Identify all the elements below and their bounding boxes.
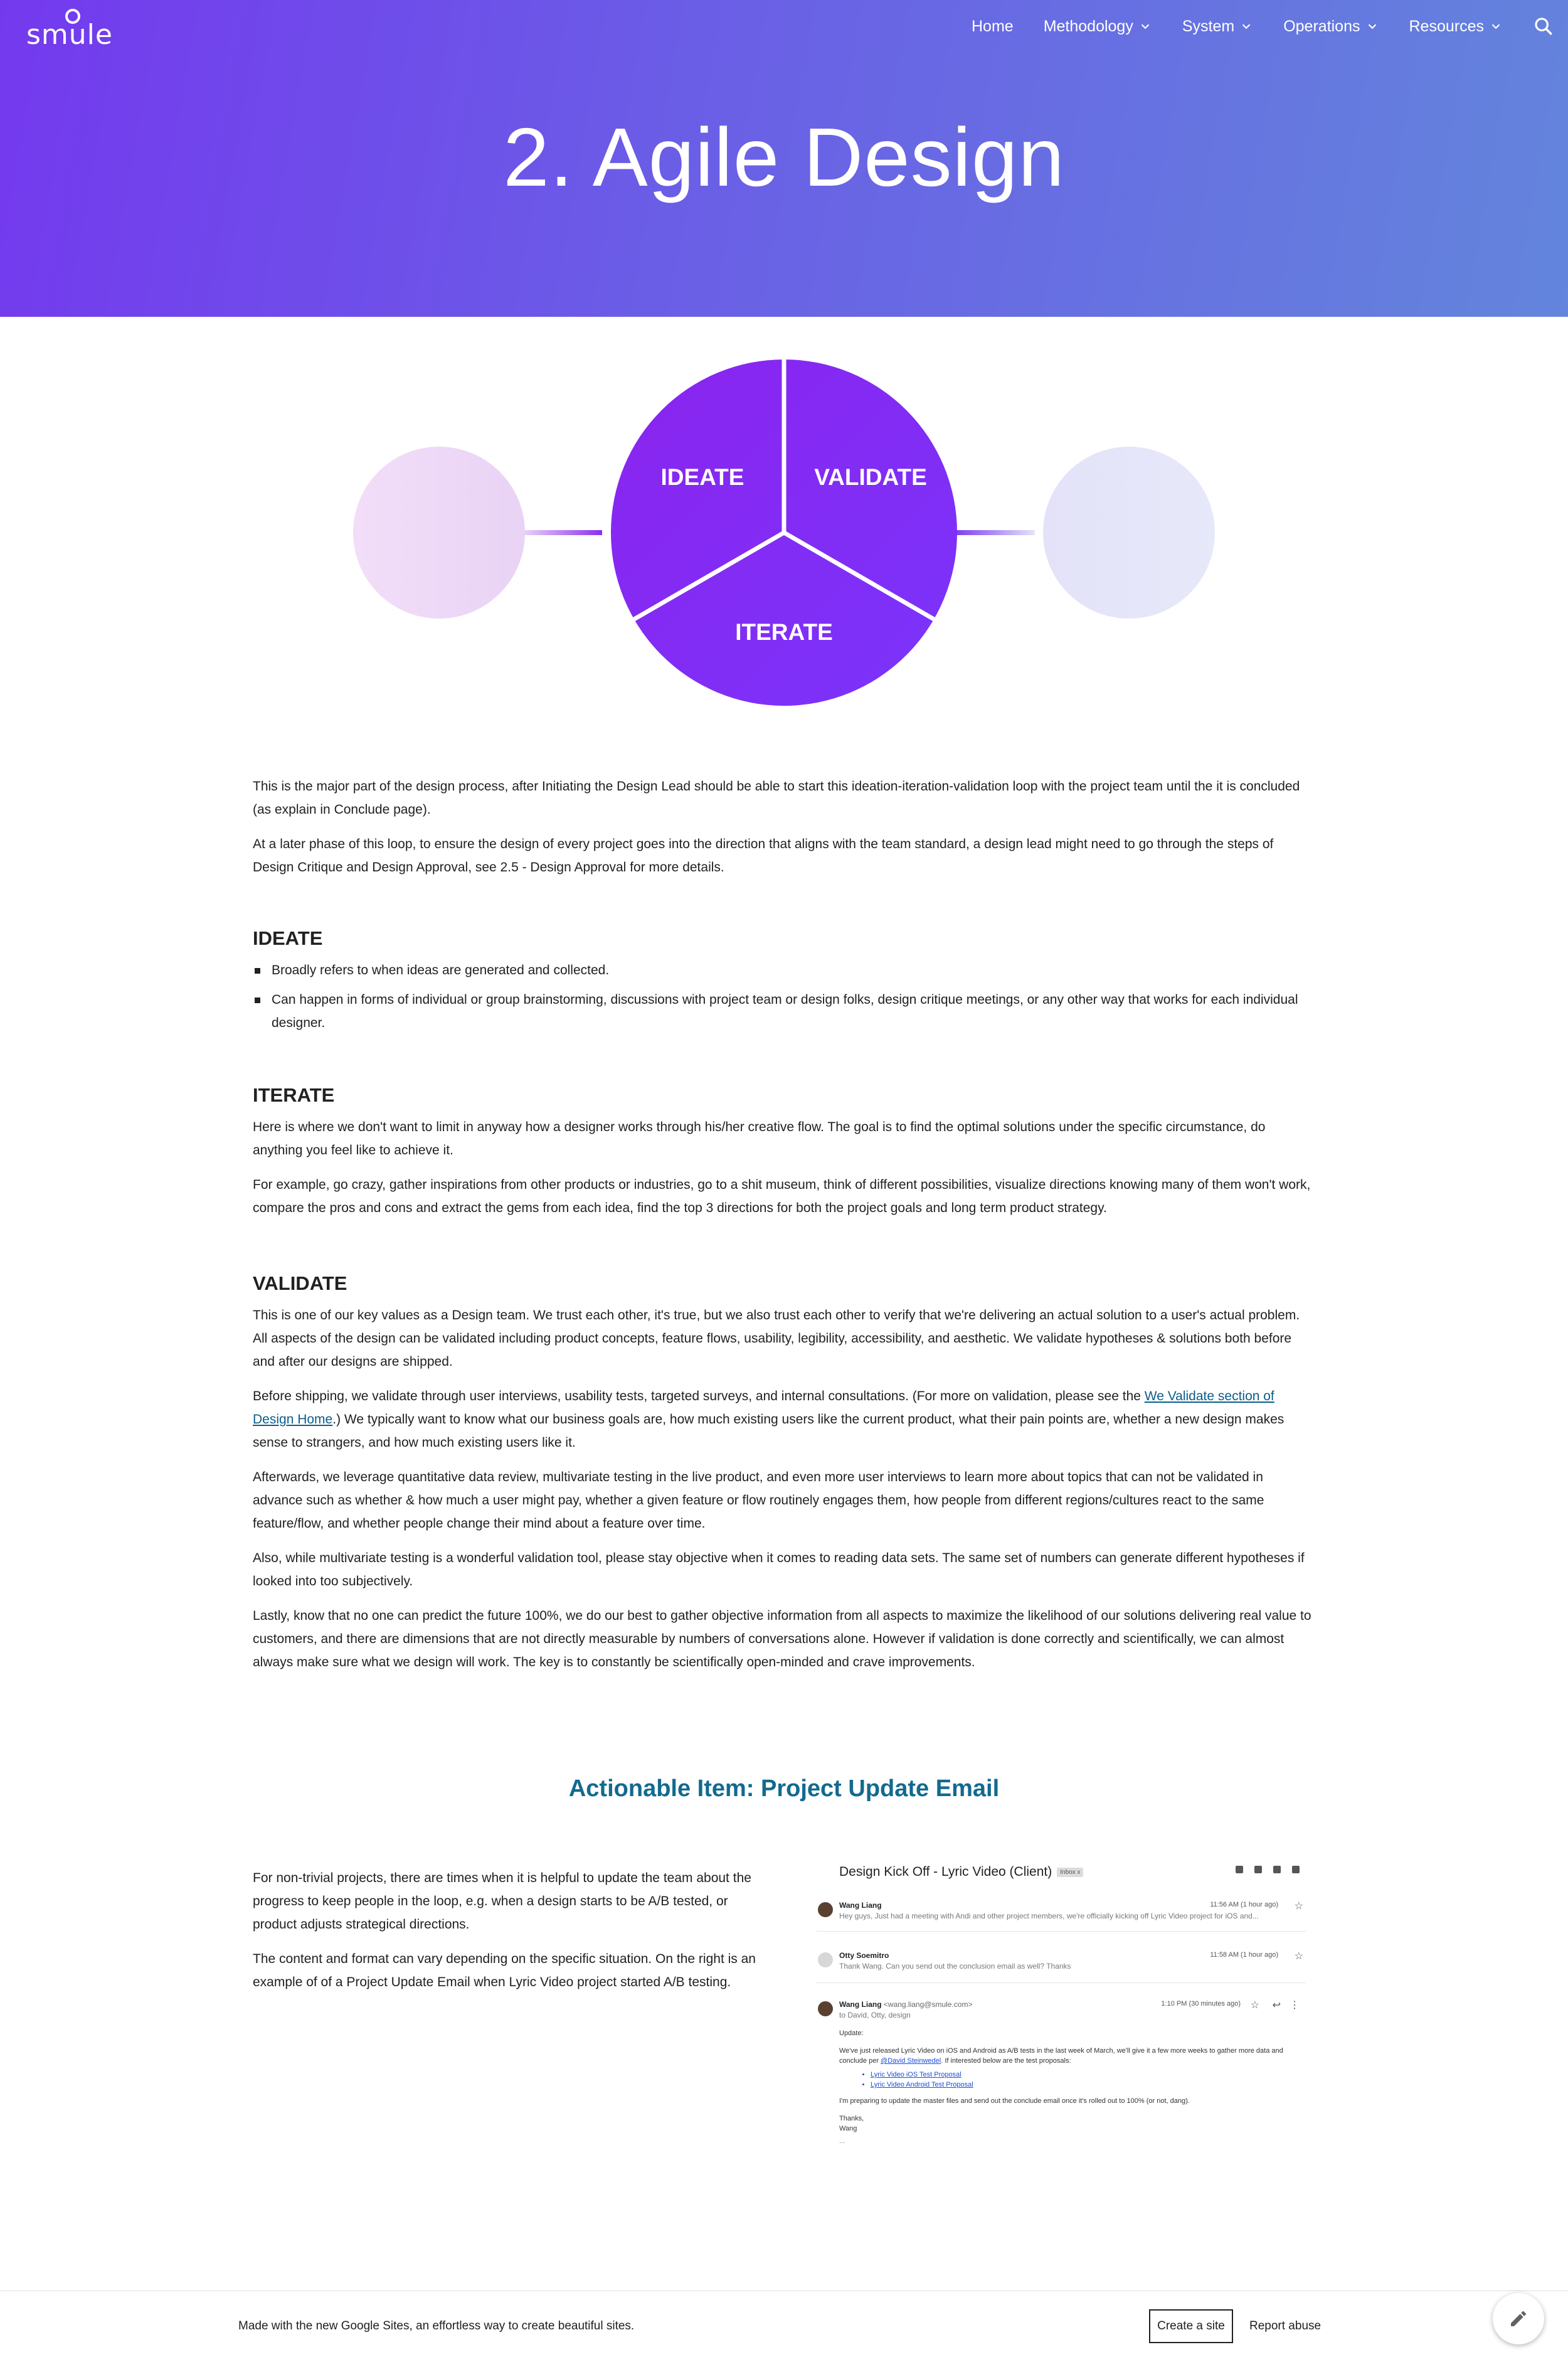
we-validate-link[interactable]: We Validate section of Design Home (253, 1389, 1274, 1427)
mention-link: @David Steinwedel (881, 2057, 941, 2065)
star-icon: ☆ (1294, 1951, 1303, 1962)
ideate-list (253, 959, 1316, 1035)
chevron-down-icon (1239, 19, 1253, 33)
edit-button[interactable] (1493, 2293, 1544, 2344)
body-line: Thanks, (839, 2115, 864, 2122)
body-line (839, 2046, 1303, 2066)
connector-left (521, 530, 602, 535)
nav-item-methodology[interactable] (1044, 18, 1152, 36)
text-run: Before shipping, we validate through user interviews, usability tests, targeted surveys, and internal consultations. (For more on validation, please see the (253, 1389, 1145, 1403)
actionable-paragraph: For non-trivial projects, there are times when it is helpful to update the team about the progress to keep people in the loop, e.g. when a design starts to be A/B tested, or product adjusts strategical directions. (253, 1871, 751, 1932)
print-icon (1273, 1866, 1281, 1873)
page-header (0, 0, 1568, 317)
validate-paragraph: Lastly, know that no one can predict the future 100%, we do our best to gather objective information from all aspects to maximize the likelihood of our solutions delivering real value to customers, and there are dimensions that are not directly measurable by numbers of conversations alone. However if validation is done correctly and scientifically, we can almost always make sure what we design will work. The key is to constantly be scientifically open-minded and crave improvements. (253, 1609, 1311, 1669)
actionable-text (253, 1866, 767, 2005)
proposal-link: • Lyric Video Android Test Proposal (871, 2080, 1303, 2090)
message-time: 1:10 PM (30 minutes ago) (1161, 2000, 1241, 2008)
body-line: Wang (839, 2125, 857, 2132)
logo-text: smule (26, 19, 113, 51)
message-body (839, 2028, 1303, 2146)
proposal-list (871, 2070, 1303, 2090)
pencil-icon (1508, 2309, 1528, 2329)
intro-section (253, 775, 1316, 890)
message-sender: Wang Liang (839, 1901, 882, 1910)
email-message (839, 1951, 1303, 1971)
segment-iterate: ITERATE (735, 619, 833, 645)
nav-item-label: Resources (1409, 17, 1484, 35)
nav-item-label: Home (972, 17, 1014, 35)
message-recipients: to David, Otty, design (839, 2011, 911, 2019)
text-run: . If interested below are the test proposals: (941, 2057, 1071, 2065)
validate-section (253, 1272, 1316, 1685)
intro-paragraph: At a later phase of this loop, to ensure the design of every project goes into the direction that aligns with the team standard, a design lead might need to go through the steps of Design Critique and Design Approval, see 2.5 - Design Approval for more details. (253, 837, 1274, 875)
divider (817, 1931, 1306, 1932)
star-icon: ☆ (1294, 1901, 1303, 1912)
connector-right (953, 530, 1035, 535)
iterate-paragraph: Here is where we don't want to limit in anyway how a designer works through his/her creative flow. The goal is to find the optimal solutions under the specific circumstance, do anything you feel like to achieve it. (253, 1120, 1266, 1157)
list-item: Broadly refers to when ideas are generated and collected. (253, 959, 1316, 982)
smule-logo[interactable] (26, 5, 113, 51)
email-message-expanded (839, 2000, 1303, 2146)
avatar (818, 1952, 833, 1967)
email-message (839, 1901, 1303, 1920)
message-time: 11:58 AM (1 hour ago) (1210, 1951, 1278, 1959)
validate-paragraph (253, 1385, 1316, 1454)
section-heading: IDEATE (253, 927, 323, 949)
nav-item-home[interactable] (972, 18, 1014, 36)
create-site-button[interactable]: Create a site (1149, 2309, 1233, 2343)
sender-name: Wang Liang (839, 2000, 882, 2009)
message-snippet: Hey guys, Just had a meeting with Andi and other project members, we're officially kicking off Lyric Video project for iOS and... (839, 1912, 1259, 1920)
segment-ideate: IDEATE (660, 464, 744, 490)
forward-icon (1236, 1866, 1243, 1873)
avatar (818, 2001, 833, 2016)
report-abuse-link[interactable]: Report abuse (1249, 2319, 1322, 2333)
agile-loop-graphic (339, 351, 1229, 715)
body-line: ... (839, 2137, 845, 2145)
message-time: 11:56 AM (1 hour ago) (1210, 1901, 1278, 1908)
sender-address: <wang.liang@smule.com> (883, 2000, 973, 2009)
validate-paragraph: Also, while multivariate testing is a wonderful validation tool, please stay objective when it comes to reading data sets. The same set of numbers can generate different hypotheses if looked into too subjectively. (253, 1551, 1305, 1588)
validate-paragraph: This is one of our key values as a Design team. We trust each other, it's true, but we also trust each other to verify that we're delivering an actual solution to a user's actual problem. All aspects of the design can be validated including product concepts, feature flows, usability, legibility, accessibility, and aesthetic. We validate hypotheses & solutions both before and after our designs are shipped. (253, 1308, 1300, 1369)
footer-text: Made with the new Google Sites, an effortless way to create beautiful sites. (238, 2319, 635, 2333)
list-item: Can happen in forms of individual or group brainstorming, discussions with project team or design folks, design critique meetings, or any other way that works for each individual designer. (253, 988, 1316, 1035)
message-snippet: Thank Wang. Can you send out the conclusion email as well? Thanks (839, 1962, 1071, 1971)
iterate-paragraph: For example, go crazy, gather inspirations from other products or industries, go to a shit museum, think of different possibilities, visualize directions knowing many of them won't work, compare the pros and cons and extract the gems from each idea, find the top 3 directions for both the project goals and long term product strategy. (253, 1178, 1311, 1215)
chevron-down-icon (1489, 19, 1503, 33)
star-icon: ☆ (1250, 2000, 1259, 2011)
body-line: I'm preparing to update the master files and send out the conclude email once it's rolled out to 100% (or not, dang). (839, 2097, 1190, 2105)
more-icon: ⋮ (1290, 2000, 1300, 2011)
reply-icon: ↩ (1272, 2000, 1281, 2011)
page-title: 2. Agile Design (503, 111, 1065, 203)
expand-icon (1254, 1866, 1262, 1873)
body-line: Update: (839, 2030, 864, 2037)
text-run: We've just released Lyric Video on iOS and Android as A/B tests in the last week of March, we'll give it a few more weeks to gather more data and conclude per (839, 2047, 1283, 2065)
chevron-down-icon (1138, 19, 1152, 33)
right-circle (1043, 447, 1215, 619)
nav-item-label: System (1182, 17, 1235, 35)
email-subject-text: Design Kick Off - Lyric Video (Client) (839, 1865, 1052, 1879)
nav-item-operations[interactable] (1283, 18, 1379, 36)
segment-validate: VALIDATE (814, 464, 927, 490)
email-subject (839, 1865, 1083, 1880)
text-run: .) We typically want to know what our business goals are, how much existing users like the current product, what their pain points are, whether a new design makes sense to strangers, and how much existing users like it. (253, 1412, 1285, 1450)
nav-item-resources[interactable] (1409, 18, 1503, 36)
footer-divider (0, 2290, 1568, 2291)
logo-mark (65, 9, 80, 24)
nav-item-system[interactable] (1182, 18, 1253, 36)
top-nav (972, 14, 1568, 39)
actionable-heading: Actionable Item: Project Update Email (568, 1775, 1000, 1802)
search-icon[interactable] (1533, 16, 1554, 37)
section-heading: VALIDATE (253, 1272, 347, 1294)
nav-item-label: Operations (1283, 17, 1360, 35)
section-heading: ITERATE (253, 1084, 335, 1106)
open-window-icon (1292, 1866, 1300, 1873)
email-screenshot (804, 1857, 1318, 2183)
inbox-badge: Inbox x (1057, 1868, 1083, 1877)
actionable-paragraph: The content and format can vary depending on the specific situation. On the right is an example of of a Project Update Email when Lyric Video project started A/B testing. (253, 1952, 756, 1989)
left-circle (353, 447, 525, 619)
message-sender: Otty Soemitro (839, 1951, 889, 1960)
chevron-down-icon (1365, 19, 1379, 33)
nav-item-label: Methodology (1043, 17, 1133, 35)
email-toolbar (1236, 1866, 1300, 1873)
validate-paragraph: Afterwards, we leverage quantitative data review, multivariate testing in the live product, and even more user interviews to learn more about topics that can not be validated in advance such as whether & how much a user might pay, whether a given feature or flow routinely engages them, how people from different regions/cultures react to the same feature/flow, and whether people change their mind about a feature over time. (253, 1470, 1264, 1531)
iterate-section (253, 1084, 1316, 1231)
ideate-section (253, 927, 1316, 1041)
intro-paragraph: This is the major part of the design process, after Initiating the Design Lead should be able to start this ideation-iteration-validation loop with the project team until the it is concluded (as explain in Conclude page). (253, 779, 1300, 817)
agile-loop-diagram (339, 351, 1229, 715)
divider (817, 1982, 1306, 1983)
proposal-link: • Lyric Video iOS Test Proposal (871, 2070, 1303, 2080)
avatar (818, 1902, 833, 1917)
